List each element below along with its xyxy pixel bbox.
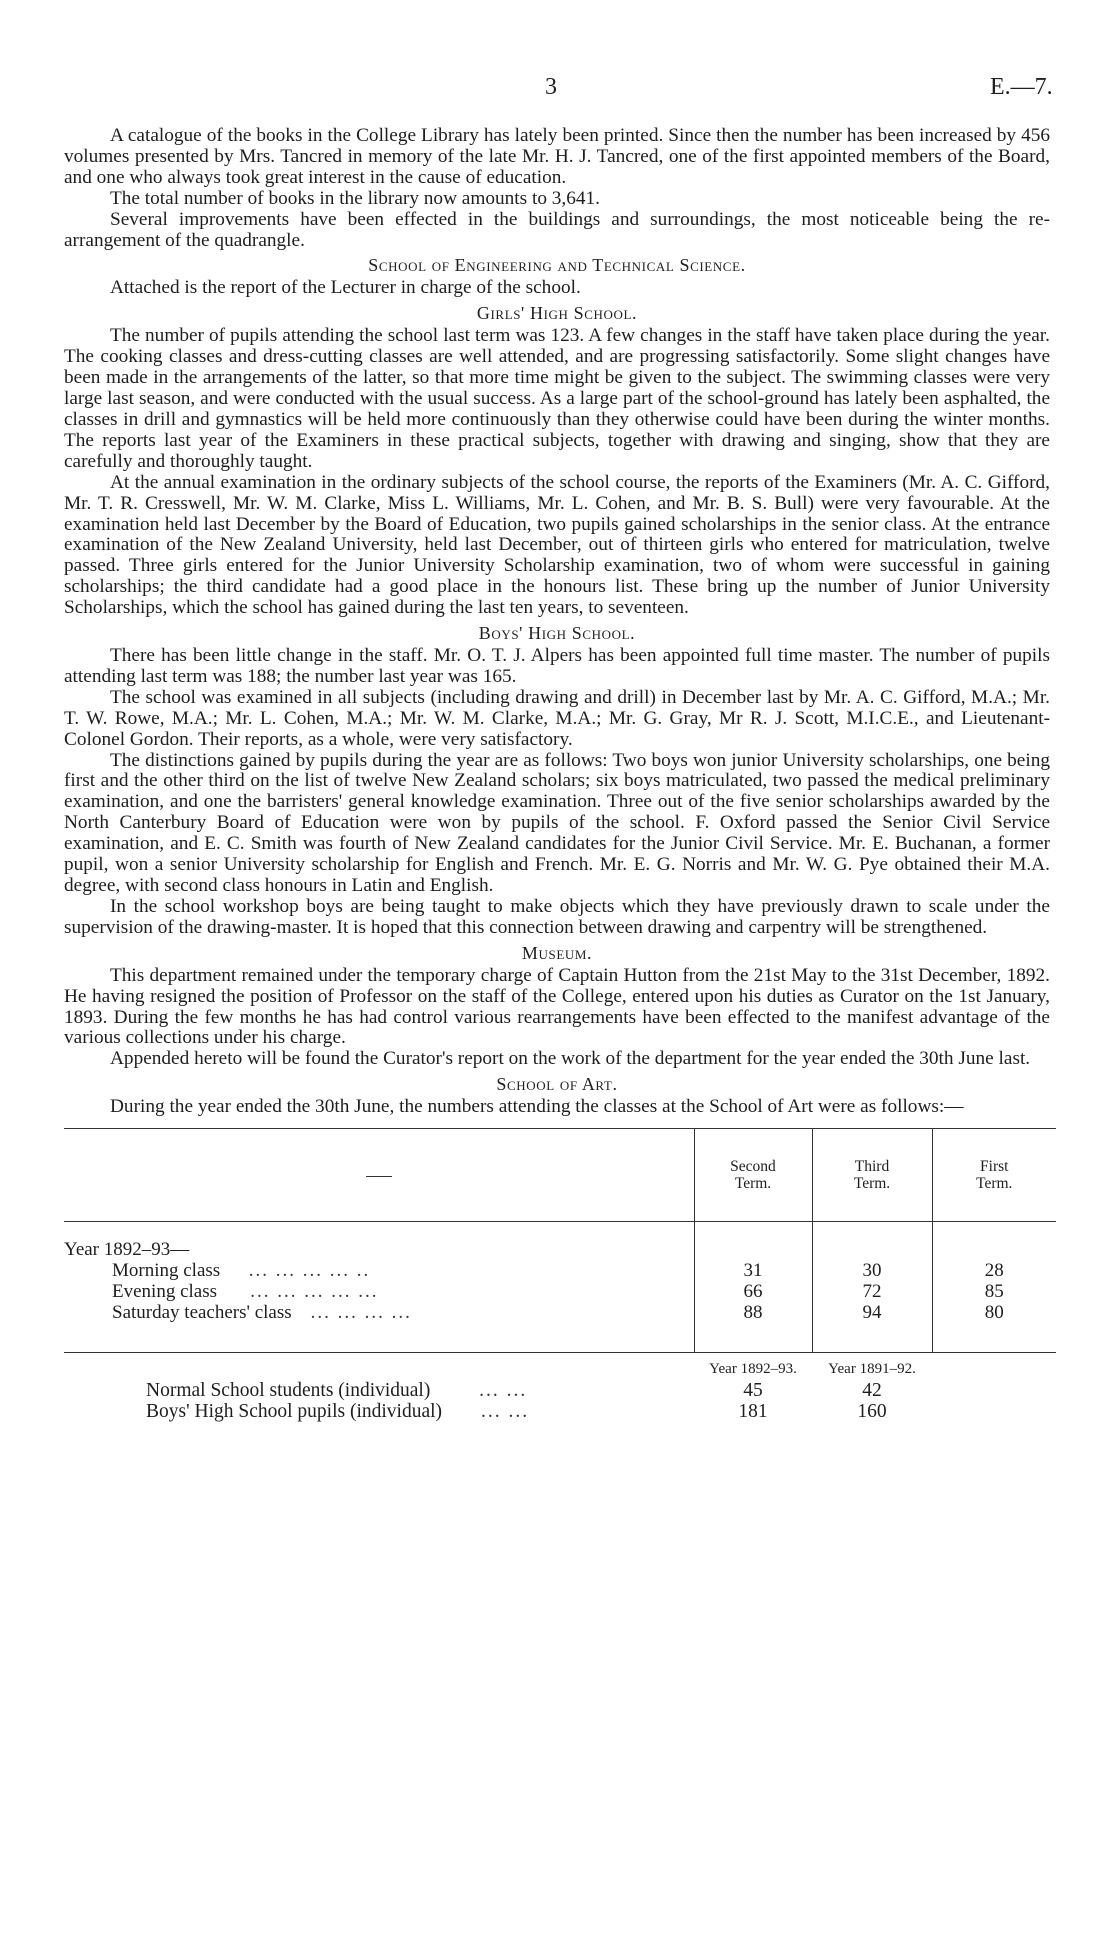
page-number: 3: [545, 74, 557, 100]
table-row: [64, 1261, 1056, 1282]
table-header-row: [64, 1129, 1056, 1222]
individual-students-table: [64, 1359, 1056, 1422]
paragraph-boys-distinctions: The distinctions gained by pupils during the year are as follows: Two boys won junior University scholarships, one being first and the other third on the list of twelve New Zealand scholars; six boys matriculated, two passed the medical preliminary examination, and one the barristers' general knowledge examination. Three out of the five senior scholarships awarded by the North Canterbury Board of Education were won by pupils of the school. F. Oxford passed the Senior Civil Service examination, and E. C. Smith was fourth of New Zealand candidates for the Junior Civil Service. Mr. E. Buchanan, a former pupil, won a senior University scholarship for English and French. Mr. E. G. Norris and Mr. W. G. Pye obtained their M.A. degree, with second class honours in Latin and English.: [64, 749, 1050, 896]
row-label: Saturday teachers' class ... ... ... ...: [112, 1302, 412, 1323]
table-cell: 42: [862, 1379, 882, 1401]
table-cell: 160: [857, 1400, 887, 1422]
document-body: [64, 126, 1050, 1422]
heading-museum: Museum.: [521, 942, 593, 963]
document-reference: E.—7.: [990, 74, 1053, 100]
row-group-label: Year 1892–93—: [64, 1240, 190, 1261]
leader-dots: ... ...: [479, 1379, 528, 1401]
table-cell: 72: [812, 1282, 932, 1303]
leader-dots: ... ... ... ... ...: [250, 1281, 379, 1302]
paragraph-library-total: The total number of books in the library now amounts to 3,641.: [110, 187, 600, 209]
table-cell: 31: [694, 1261, 812, 1282]
table-cell: 45: [743, 1379, 763, 1401]
heading-engineering: School of Engineering and Technical Science.: [368, 255, 746, 276]
table-cell: 30: [812, 1261, 932, 1282]
art-attendance-table: [64, 1128, 1056, 1353]
table-cell: 181: [738, 1400, 768, 1422]
table-cell: 66: [694, 1282, 812, 1303]
paragraph-museum-charge: This department remained under the temporary charge of Captain Hutton from the 21st May to the 31st December, 1892. He having resigned the position of Professor on the staff of the College, entered upon his duties as Curator on the 1st January, 1893. During the few months he has had control various rearrangements have been effected to the manifest advantage of the various collections under his charge.: [64, 964, 1050, 1049]
column-header-third-term: Third Term.: [812, 1129, 932, 1222]
table-cell: 85: [932, 1282, 1056, 1303]
paragraph-improvements: Several improvements have been effected in the buildings and surroundings, the most noticeable being the re-arrangement of the quadrangle.: [64, 208, 1050, 251]
table-row: [64, 1401, 1056, 1422]
table-row: [64, 1282, 1056, 1303]
paragraph-boys-examined: The school was examined in all subjects (including drawing and drill) in December last by Mr. A. C. Gifford, M.A.; Mr. T. W. Rowe, M.A.; Mr. L. Cohen, M.A.; Mr. W. M. Clarke, M.A.; Mr. G. Gray, Mr R. J. Scott, M.I.C.E., and Lieutenant-Colonel Gordon. Their reports, as a whole, were very satisfactory.: [64, 686, 1050, 750]
leader-dots: ... ... ... ... ..: [248, 1261, 371, 1282]
table-row: [64, 1380, 1056, 1401]
leader-dots: ... ...: [481, 1400, 530, 1422]
row-label: Boys' High School pupils (individual) ... ...: [146, 1400, 530, 1422]
table-cell: 80: [932, 1303, 1056, 1324]
heading-girls-high-school: Girls' High School.: [476, 303, 638, 324]
header-dash-cell: [64, 1129, 694, 1222]
paragraph-library-catalogue: A catalogue of the books in the College Library has lately been printed. Since then the number has been increased by 456 volumes presented by Mrs. Tancred in memory of the late Mr. H. J. Tancred, one of the first appointed members of the Board, and one who always took great interest in the cause of education.: [64, 125, 1050, 188]
paragraph-engineering: Attached is the report of the Lecturer in charge of the school.: [110, 277, 581, 299]
paragraph-boys-workshop: In the school workshop boys are being taught to make objects which they have previously drawn to scale under the supervision of the drawing-master. It is hoped that this connection between drawing and carpentry will be strengthened.: [64, 895, 1050, 938]
paragraph-girls-pupils: The number of pupils attending the school last term was 123. A few changes in the staff have taken place during the year. The cooking classes and dress-cutting classes are well attended, and are progressing satisfactorily. Some slight changes have been made in the arrangements of the latter, so that more time might be given to the subject. The swimming classes were very large last season, and were conducted with the usual success. As a large part of the school-ground has lately been asphalted, the classes in drill and gymnastics will be held more continuously than they otherwise could have been during the winter months. The reports last year of the Examiners in these practical subjects, together with drawing and singing, show that they are carefully and thoroughly taught.: [64, 325, 1050, 472]
table-cell: 88: [694, 1303, 812, 1324]
row-label: Normal School students (individual) ... ...: [146, 1379, 528, 1401]
paragraph-girls-examination: At the annual examination in the ordinary subjects of the school course, the reports of the Examiners (Mr. A. C. Gifford, Mr. T. R. Cresswell, Mr. W. M. Clarke, Miss L. Williams, Mr. L. Cohen, and Mr. B. S. Bull) were very favourable. At the examination held last December by the Board of Education, two pupils gained scholarships in the senior class. At the entrance examination of the New Zealand University, held last December, out of thirteen girls who entered for matriculation, twelve passed. Three girls entered for the Junior University Scholarship examination, two of whom were successful in gaining scholarships; the third candidate had a good place in the honours list. These bring up the number of Junior University Scholarships, which the school has gained during the last ten years, to seventeen.: [64, 471, 1050, 619]
heading-boys-high-school: Boys' High School.: [478, 623, 636, 644]
paragraph-art-intro: During the year ended the 30th June, the numbers attending the classes at the School of Art were as follows:—: [110, 1096, 964, 1118]
column-header-year-1891-92: Year 1891–92.: [828, 1360, 916, 1377]
leader-dots: ... ... ... ...: [310, 1302, 412, 1323]
table-cell: 28: [932, 1261, 1056, 1282]
row-label: Morning class ... ... ... ... ..: [112, 1261, 371, 1282]
heading-school-of-art: School of Art.: [496, 1074, 618, 1095]
table-cell: 94: [812, 1303, 932, 1324]
paragraph-museum-report: Appended hereto will be found the Curator's report on the work of the department for the year ended the 30th June last.: [110, 1048, 1031, 1070]
column-header-first-term: First Term.: [932, 1129, 1056, 1222]
row-label: Evening class ... ... ... ... ...: [112, 1281, 379, 1302]
table-row: [64, 1240, 1056, 1261]
table-header-row: [64, 1359, 1056, 1380]
column-header-year-1892-93: Year 1892–93.: [709, 1360, 797, 1377]
column-header-second-term: Second Term.: [694, 1129, 812, 1222]
table-row: [64, 1303, 1056, 1324]
paragraph-boys-staff: There has been little change in the staff. Mr. O. T. J. Alpers has been appointed full time master. The number of pupils attending last term was 188; the number last year was 165.: [64, 645, 1050, 687]
